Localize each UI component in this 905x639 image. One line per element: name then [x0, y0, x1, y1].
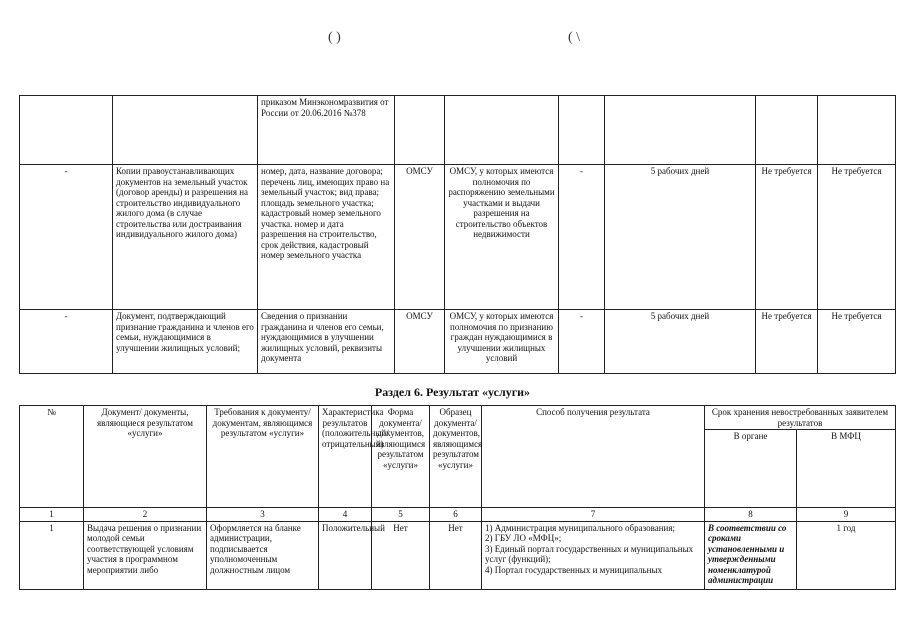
table-cell: [20, 96, 113, 165]
table-cell: -: [20, 310, 113, 374]
column-number: 9: [797, 508, 896, 522]
header-char: Характеристика результатов (положительный/ отрицательный): [319, 406, 372, 508]
table-cell: Документ, подтверждающий признание гражданина и членов его семьи, нуждающимися в улучшении жилищных условий;: [113, 310, 258, 374]
table-row: [20, 521, 896, 589]
table-cell: приказом Минэкономразвития от России от 20.06.2016 №378: [258, 96, 395, 165]
result-table: [19, 405, 896, 590]
column-number: 1: [20, 508, 84, 522]
column-number: 8: [705, 508, 797, 522]
header-sample: Образец документа/документов, являющимся результатом «услуги»: [430, 406, 482, 508]
column-number: 4: [319, 508, 372, 522]
header-method: Способ получения результата: [482, 406, 705, 508]
table-cell: 5 рабочих дней: [605, 165, 756, 310]
table-cell: Не требуется: [756, 165, 818, 310]
table-cell: [395, 96, 445, 165]
table-cell: Положительный: [319, 521, 372, 589]
table-cell: 1 год: [797, 521, 896, 589]
header-mfc: В МФЦ: [797, 430, 896, 508]
header-row: [20, 406, 896, 430]
table-cell: ОМСУ: [395, 310, 445, 374]
table-cell: [445, 96, 559, 165]
header-storage: Срок хранения невостребованных заявителем результатов: [705, 406, 896, 430]
method-cell: [482, 521, 705, 589]
table-cell: [559, 96, 605, 165]
table-cell: [756, 96, 818, 165]
table-cell: [113, 96, 258, 165]
column-number: 2: [84, 508, 207, 522]
page-mark-left: ( ): [328, 30, 341, 45]
column-number: 6: [430, 508, 482, 522]
table-cell: Оформляется на бланке администрации, подписывается уполномоченным должностным лицом: [207, 521, 319, 589]
method-line: 2) ГБУ ЛО «МФЦ»;: [485, 533, 562, 543]
documents-table: [19, 95, 896, 374]
section-title: Раздел 6. Результат «услуги»: [374, 385, 531, 399]
column-number-row: [20, 508, 896, 522]
header-req: Требования к документу/документам, являющимся результатом «услуги»: [207, 406, 319, 508]
header-doc: Документ/ документы, являющиеся результатом «услуги»: [84, 406, 207, 508]
table-cell: Копии правоустанавливающих документов на земельный участок (договор аренды) и разрешения на строительство индивидуального жилого дома (в случае строительства или достраивания индивидуального жилого дома): [113, 165, 258, 310]
page-mark-right: ( \: [568, 30, 581, 45]
table-cell: 1: [20, 521, 84, 589]
table-row: [20, 96, 896, 165]
table-row: [20, 310, 896, 374]
header-form: Форма документа/документов, являющимся результатом «услуги»: [372, 406, 430, 508]
table-cell: -: [559, 165, 605, 310]
table-cell: Нет: [372, 521, 430, 589]
table-cell: ОМСУ: [395, 165, 445, 310]
column-number: 7: [482, 508, 705, 522]
header-organ: В органе: [705, 430, 797, 508]
table-cell: [605, 96, 756, 165]
column-number: 5: [372, 508, 430, 522]
method-line: 3) Единый портал государственных и муниципальных услуг (функций);: [485, 543, 694, 564]
method-line: 1) Администрация муниципального образования;: [485, 522, 675, 533]
table-cell: -: [20, 165, 113, 310]
column-number: 3: [207, 508, 319, 522]
table-cell: Нет: [430, 521, 482, 589]
table-cell: Выдача решения о признании молодой семьи соответствующей условиям участия в программном мероприятии либо: [84, 521, 207, 589]
table-cell: -: [559, 310, 605, 374]
table-cell: [818, 96, 896, 165]
table-cell: Не требуется: [756, 310, 818, 374]
table-cell: номер, дата, название договора; перечень лиц, имеющих право на земельный участок; вид права; площадь земельного участка; кадастровый номер земельного участка. номер и дата разрешения на строительство, срок действия, кадастровый номер земельного участка: [258, 165, 395, 310]
table-cell: Не требуется: [818, 165, 896, 310]
table-cell: ОМСУ, у которых имеются полномочия по распоряжению земельными участками и выдачи разрешения на строительство объектов недвижимости: [445, 165, 559, 310]
header-no: №: [20, 406, 84, 508]
table-cell: ОМСУ, у которых имеются полномочия по признанию граждан нуждающимися в улучшении жилищных условий: [445, 310, 559, 374]
table-cell: Не требуется: [818, 310, 896, 374]
table-row: [20, 165, 896, 310]
method-line: 4) Портал государственных и муниципальных: [485, 564, 662, 575]
table-cell: В соответствии со сроками установленными и утвержденными номенклатурой администрации: [705, 521, 797, 589]
table-cell: 5 рабочих дней: [605, 310, 756, 374]
table-cell: Сведения о признании гражданина и членов его семьи, нуждающимися в улучшении жилищных условий, реквизиты документа: [258, 310, 395, 374]
